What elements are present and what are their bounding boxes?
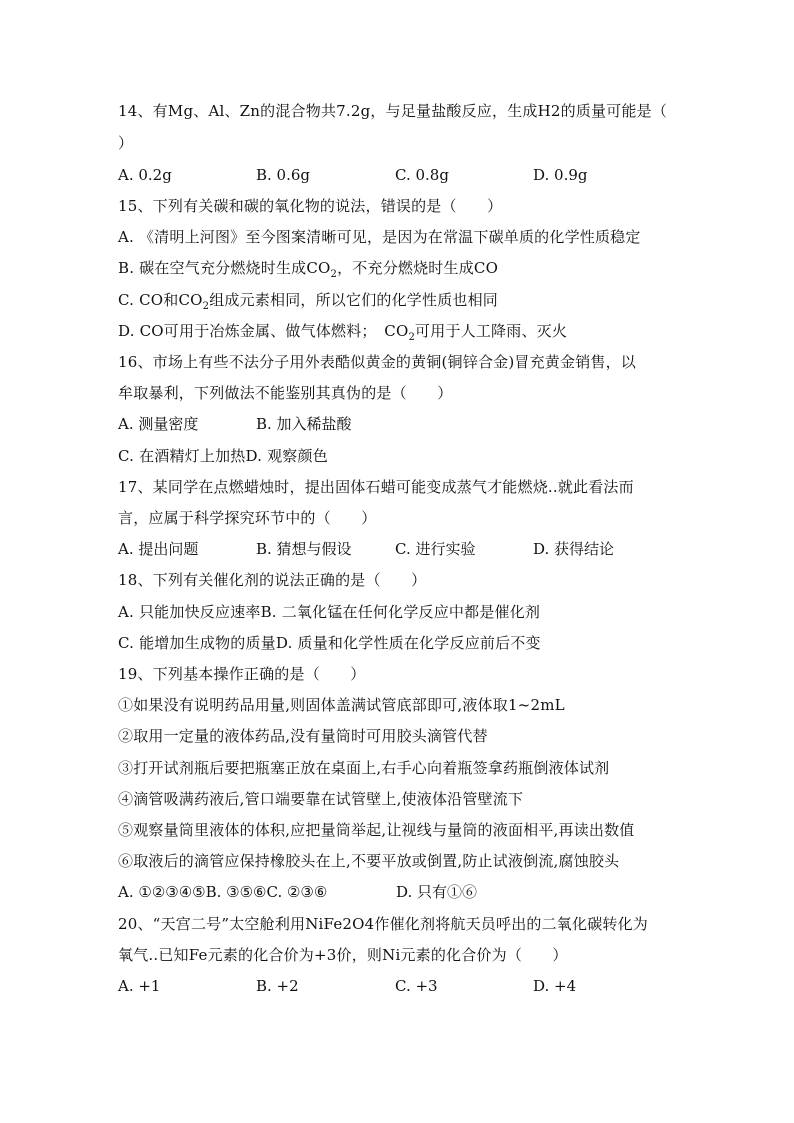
q14-option-b: B. 0.6g [256, 166, 311, 184]
q15-option-d-post: 可用于人工降雨、灭火 [415, 322, 568, 340]
q16-option-a: A. 测量密度 [118, 415, 199, 433]
q15-option-d-sub: 2 [408, 332, 416, 343]
q20-option-b: B. +2 [256, 977, 299, 995]
q16-option-b: B. 加入稀盐酸 [256, 415, 352, 433]
q19-options-a-to-c: A. ①②③④⑤B. ③⑤⑥C. ②③⑥ [118, 883, 328, 901]
q16-options-line2: C. 在酒精灯上加热D. 观察颜色 [118, 447, 328, 465]
q15-option-b-sub: 2 [330, 269, 338, 280]
q20-stem-line1: 20、“天宫二号”太空舱利用NiFe2O4作催化剂将航天员呼出的二氧化碳转化为 [118, 915, 648, 933]
q14-option-c: C. 0.8g [395, 166, 449, 184]
q19-item-5: ⑤观察量筒里液体的体积,应把量筒举起,让视线与量筒的液面相平,再读出数值 [118, 821, 635, 839]
q15-option-d-pre: D. CO可用于冶炼金属、做气体燃料； CO [118, 322, 409, 340]
q15-option-b-pre: B. 碳在空气充分燃烧时生成CO [118, 259, 331, 277]
q20-stem-line2: 氧气..已知Fe元素的化合价为+3价，则Ni元素的化合价为（ ） [118, 946, 568, 964]
q17-option-d: D. 获得结论 [533, 540, 615, 558]
q15-option-a: A. 《清明上河图》至今图案清晰可见，是因为在常温下碳单质的化学性质稳定 [118, 228, 641, 246]
q19-item-1: ①如果没有说明药品用量,则固体盖满试管底部即可,液体取1~2mL [118, 696, 565, 714]
q19-option-d: D. 只有①⑥ [396, 883, 478, 901]
q17-stem-line1: 17、某同学在点燃蜡烛时，提出固体石蜡可能变成蒸气才能燃烧..就此看法而 [118, 478, 634, 496]
q20-option-c: C. +3 [395, 977, 438, 995]
q14-stem-line1: 14、有Mg、Al、Zn的混合物共7.2g，与足量盐酸反应，生成H2的质量可能是（ [118, 102, 668, 120]
q16-stem-line1: 16、市场上有些不法分子用外表酷似黄金的黄铜(铜锌合金)冒充黄金销售，以 [118, 353, 636, 371]
q19-stem: 19、下列基本操作正确的是（ ） [118, 665, 366, 683]
q16-stem-line2: 牟取暴利，下列做法不能鉴别其真伪的是（ ） [118, 384, 453, 402]
q15-option-c [118, 290, 498, 317]
q18-options-line1: A. 只能加快反应速率B. 二氧化锰在任何化学反应中都是催化剂 [118, 603, 541, 621]
q20-option-d: D. +4 [533, 977, 577, 995]
q17-option-b: B. 猜想与假设 [256, 540, 352, 558]
q15-option-b-post: ，不充分燃烧时生成CO [337, 259, 499, 277]
q17-option-c: C. 进行实验 [395, 540, 476, 558]
q19-item-3: ③打开试剂瓶后要把瓶塞正放在桌面上,右手心向着瓶签拿药瓶倒液体试剂 [118, 759, 610, 777]
q15-option-c-sub: 2 [202, 301, 210, 312]
q15-option-c-post: 组成元素相同，所以它们的化学性质也相同 [209, 291, 499, 309]
q20-option-a: A. +1 [118, 977, 161, 995]
q15-option-d [118, 321, 567, 348]
q18-stem: 18、下列有关催化剂的说法正确的是（ ） [118, 571, 427, 589]
q14-option-d: D. 0.9g [533, 166, 588, 184]
q15-option-b [118, 258, 498, 285]
q14-option-a: A. 0.2g [118, 166, 172, 184]
q17-stem-line2: 言，应属于科学探究环节中的（ ） [118, 509, 377, 527]
q14-stem-line2: ） [118, 134, 134, 152]
q19-item-2: ②取用一定量的液体药品,没有量筒时可用胶头滴管代替 [118, 727, 488, 745]
q15-stem: 15、下列有关碳和碳的氧化物的说法，错误的是（ ） [118, 197, 503, 215]
q15-option-c-pre: C. CO和CO [118, 291, 203, 309]
q17-option-a: A. 提出问题 [118, 540, 199, 558]
q18-options-line2: C. 能增加生成物的质量D. 质量和化学性质在化学反应前后不变 [118, 634, 541, 652]
q19-item-4: ④滴管吸满药液后,管口端要靠在试管壁上,使液体沿管壁流下 [118, 790, 524, 808]
q19-item-6: ⑥取液后的滴管应保持橡胶头在上,不要平放或倒置,防止试液倒流,腐蚀胶头 [118, 852, 620, 870]
